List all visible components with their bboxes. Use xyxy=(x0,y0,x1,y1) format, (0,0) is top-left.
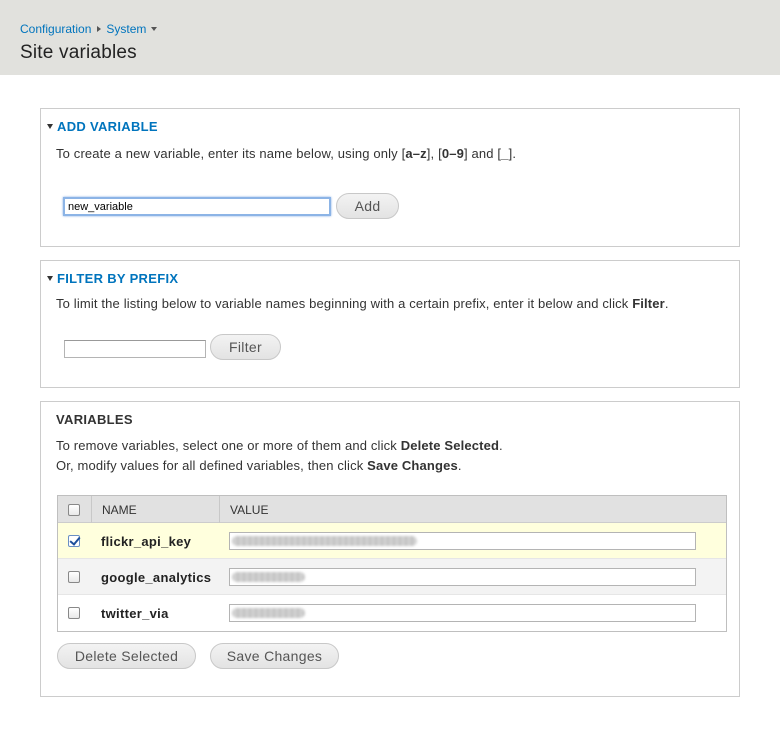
variable-name: google_analytics xyxy=(101,570,212,585)
variables-description-line1: To remove variables, select one or more of them and click Delete Selected. xyxy=(56,438,503,453)
breadcrumb xyxy=(20,22,157,36)
filter-fieldset xyxy=(40,260,740,388)
chevron-right-icon xyxy=(97,26,101,32)
new-variable-input[interactable] xyxy=(63,197,331,216)
variables-fieldset xyxy=(40,401,740,697)
variables-legend: VARIABLES xyxy=(56,412,133,427)
filter-description: To limit the listing below to variable names beginning with a certain prefix, enter it below and click Filter. xyxy=(56,296,669,311)
filter-button[interactable]: Filter xyxy=(210,334,281,360)
add-button[interactable]: Add xyxy=(336,193,399,219)
variables-description-line2: Or, modify values for all defined variables, then click Save Changes. xyxy=(56,458,462,473)
column-header-value: VALUE xyxy=(230,503,269,517)
select-all-checkbox[interactable] xyxy=(68,504,80,516)
variable-value-input[interactable] xyxy=(229,568,696,586)
obscured-value xyxy=(232,572,305,582)
variable-value-input[interactable] xyxy=(229,532,696,550)
obscured-value xyxy=(232,536,417,546)
page-header xyxy=(0,0,780,75)
table-row xyxy=(58,559,726,595)
variable-name: flickr_api_key xyxy=(101,534,192,549)
obscured-value xyxy=(232,608,305,618)
collapse-triangle-icon xyxy=(47,124,53,129)
table-header xyxy=(58,496,726,523)
variable-value-input[interactable] xyxy=(229,604,696,622)
row-checkbox[interactable] xyxy=(68,607,80,619)
column-divider xyxy=(91,496,92,523)
collapse-triangle-icon xyxy=(47,276,53,281)
delete-selected-button[interactable]: Delete Selected xyxy=(57,643,196,669)
filter-prefix-input[interactable] xyxy=(64,340,206,358)
add-variable-fieldset xyxy=(40,108,740,247)
column-header-name: NAME xyxy=(102,503,137,517)
filter-legend[interactable]: FILTER BY PREFIX xyxy=(47,271,178,286)
add-variable-description: To create a new variable, enter its name below, using only [a–z], [0–9] and [_]. xyxy=(56,146,517,161)
row-checkbox[interactable] xyxy=(68,535,80,547)
table-row xyxy=(58,595,726,631)
column-divider xyxy=(219,496,220,523)
variables-table xyxy=(57,495,727,632)
add-variable-legend[interactable]: ADD VARIABLE xyxy=(47,119,158,134)
page-title: Site variables xyxy=(20,42,137,63)
table-row xyxy=(58,523,726,559)
chevron-down-icon[interactable] xyxy=(151,27,157,31)
variable-name: twitter_via xyxy=(101,606,169,621)
save-changes-button[interactable]: Save Changes xyxy=(210,643,339,669)
breadcrumb-system[interactable]: System xyxy=(106,22,147,36)
row-checkbox[interactable] xyxy=(68,571,80,583)
breadcrumb-configuration[interactable]: Configuration xyxy=(20,22,92,36)
